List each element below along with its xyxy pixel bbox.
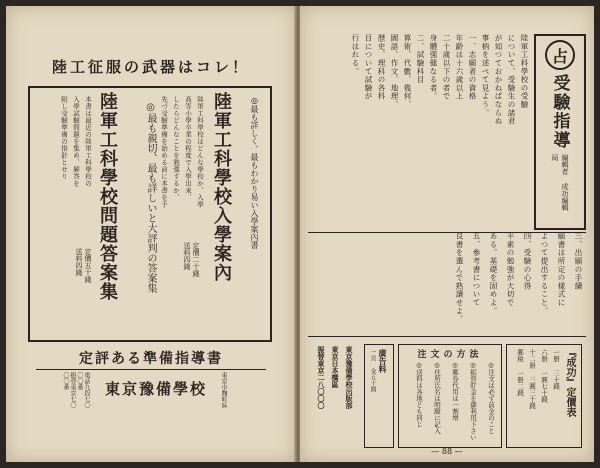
slogan: 定評ある準備指導書	[79, 351, 223, 367]
publisher-phone: 電話九段七〇〇〇番	[76, 372, 90, 408]
subscription-table	[506, 344, 582, 448]
article-line: 願書は所定の樣式に	[557, 232, 566, 307]
book-ad-box	[28, 86, 272, 342]
left-page	[6, 6, 296, 462]
order-method-line: ◎住所氏名は明瞭に記入	[433, 361, 441, 434]
article-line: 年齡は十六歲以上	[455, 34, 464, 101]
order-method-line: ◎振替貯金を御利用下さい	[469, 361, 477, 441]
article-line: よつて提出すること。	[540, 232, 549, 315]
column-header	[534, 34, 586, 230]
article-line: 算術、代數、幾何、	[403, 34, 412, 109]
article-top	[350, 34, 530, 230]
notice-row	[308, 342, 586, 452]
article-line: 一、志願者の資格	[468, 34, 477, 101]
order-method-line: ◎注文は必ず前金のこと	[487, 361, 495, 434]
subscription-title: 『成功』定價表	[564, 347, 575, 417]
ad-fee-title: 廣告料	[378, 349, 388, 373]
article-line: ある。基礎を固めよ。	[489, 232, 498, 315]
school-ad-line: 東京日本橋區	[331, 346, 340, 388]
article-line: 良書を選んで熟讀せよ。	[455, 232, 464, 324]
article-line: について、受驗生の諸君	[507, 34, 516, 126]
order-method-line: ◎送料は各地とも同じ	[415, 361, 423, 428]
article-line: 身體强健なる者。	[429, 34, 438, 101]
order-method-line: ◎郵券代用は一割增	[451, 361, 459, 421]
article-line: 二、試驗科目	[416, 34, 425, 84]
article-line: 三、出願の手續	[574, 232, 583, 291]
column-title: 受驗指導	[549, 74, 570, 150]
article-line: 五、參考書について	[472, 232, 481, 307]
subscription-cell: 六册 一圓七十錢	[540, 349, 548, 403]
divider	[36, 369, 266, 370]
ad-fee-box	[364, 344, 394, 448]
publisher-name: 東京豫備學校	[104, 380, 207, 398]
order-method-box	[398, 344, 502, 448]
ad-body-line: 高等小學卒業の程度で入學出來、	[184, 96, 192, 201]
ad-price-answers: 定價五十錢 送料四錢	[75, 248, 92, 283]
column-byline: 編輯者 成功編輯局	[551, 154, 569, 211]
ad-header-left: ◎最も詳しく、最もわかり易い入學案內書	[250, 96, 259, 249]
article-line: 國語、作文、地理、	[390, 34, 399, 109]
school-ad-line: 振替東京二八〇〇〇	[317, 346, 326, 409]
ad-body-line: したらどんなことを勉強するか、	[172, 96, 180, 201]
column-logo-icon: 占	[545, 40, 575, 70]
subscription-cell: 十二册 三圓三十錢	[528, 349, 536, 409]
article-line: 事柄を述べて見よう。	[481, 34, 490, 117]
ad-fee-text: 一頁 金五十圓	[369, 349, 376, 392]
ad-title-guide: 陸軍工科學校入學案內	[211, 92, 232, 282]
subscription-cell: 一册 三十錢	[552, 349, 560, 390]
right-page	[300, 6, 594, 462]
order-method-title: 注文の方法	[417, 350, 483, 360]
article-line: 目について試驗が	[364, 34, 373, 101]
ad-header-right: ◎最も親切、最も詳しいと大評判の答案集	[145, 102, 156, 293]
ad-body-line: 先づ受驗準備を始める前に本書を手	[160, 96, 168, 208]
article-line: が知つておかねばならぬ	[494, 34, 503, 126]
article-line: 行はれる。	[351, 34, 360, 76]
ad-body-line: 本書は最近の陸軍工科學校の	[84, 96, 92, 187]
school-ad-line: 東京豫備學校出版部	[345, 346, 354, 409]
ad-body-line: 陸軍工科學校はどんな學校か、入學	[196, 96, 204, 208]
publisher-address: 東京市麴町區	[220, 372, 227, 408]
publisher-transfer: 振替東京七〇〇〇番	[62, 372, 76, 408]
article-line: 四、受驗の心得	[523, 232, 532, 291]
ad-title-answers: 陸軍工科學校問題答案集	[97, 92, 118, 301]
article-line: 平素の勉強が大切で	[506, 232, 515, 307]
divider	[308, 336, 586, 337]
article-middle	[308, 232, 584, 332]
tagline: 陸工征服の武器はコレ！	[51, 58, 250, 76]
article-line: 歷史、理科の各科	[377, 34, 386, 101]
subscription-cell: 郵稅 一册二錢	[516, 349, 524, 396]
article-line: 陸軍工科學校の受驗	[520, 34, 529, 109]
ad-body-line: 附し受驗準備の指針とせり	[60, 96, 68, 180]
ad-body-line: 入學試驗問題を集め、解答を	[72, 96, 80, 187]
ad-price-guide: 定價二十錢 送料四錢	[183, 242, 200, 277]
article-line: 二十歲以下の者で	[442, 34, 451, 101]
page-number: — 88 —	[431, 447, 463, 456]
